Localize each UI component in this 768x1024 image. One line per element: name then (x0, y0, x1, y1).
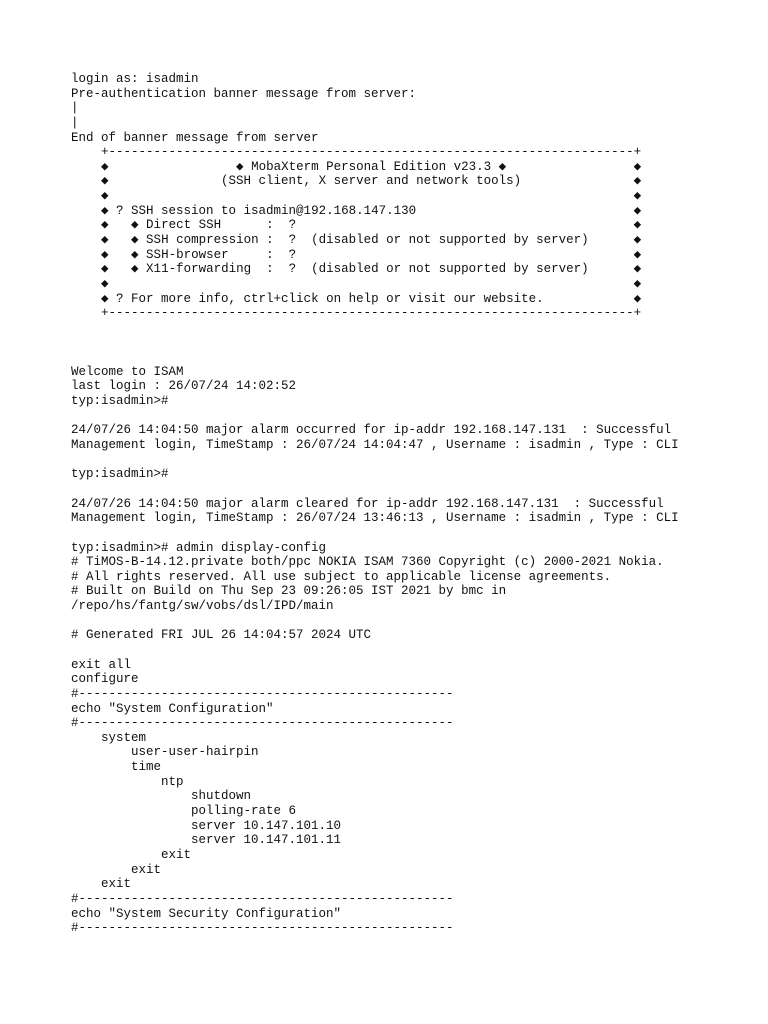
terminal-line: server 10.147.101.11 (71, 833, 342, 848)
terminal-line: exit (71, 862, 162, 877)
terminal-line: server 10.147.101.10 (71, 818, 342, 833)
terminal-line: | (71, 115, 79, 130)
terminal-line (71, 453, 761, 468)
terminal-line (71, 526, 761, 541)
terminal-line: +----------------------------------------------------------------------+ (71, 145, 642, 160)
terminal-line: #-------------------------------------------------- (71, 891, 454, 906)
terminal-line: # All rights reserved. All use subject to applicable license agreements. (71, 569, 612, 584)
terminal-line: ◆ (SSH client, X server and network tools) ◆ (71, 174, 642, 189)
terminal-line: login as: isadmin (71, 72, 199, 86)
terminal-line: /repo/hs/fantg/sw/vobs/dsl/IPD/main (71, 599, 334, 614)
terminal-line: echo "System Security Configuration" (71, 906, 342, 921)
terminal-line: echo "System Configuration" (71, 701, 274, 716)
terminal-line: time (71, 760, 162, 775)
terminal-line: 24/07/26 14:04:50 major alarm cleared for ip-addr 192.168.147.131 : Successful (71, 496, 664, 511)
terminal-line: system (71, 730, 147, 745)
terminal-line: ◆ ◆ (71, 276, 642, 291)
terminal-line (71, 350, 761, 365)
terminal-line (71, 409, 761, 424)
terminal-line: Pre-authentication banner message from server: (71, 86, 417, 101)
terminal-line: Management login, TimeStamp : 26/07/24 13:46:13 , Username : isadmin , Type : CLI (71, 511, 679, 526)
terminal-line: 24/07/26 14:04:50 major alarm occurred for ip-addr 192.168.147.131 : Successful (71, 423, 672, 438)
terminal-line: exit all (71, 657, 132, 672)
terminal-line: exit (71, 847, 192, 862)
terminal-line: configure (71, 672, 139, 687)
terminal-line: ◆ ◆ MobaXterm Personal Edition v23.3 ◆ ◆ (71, 159, 642, 174)
terminal-line: last login : 26/07/24 14:02:52 (71, 379, 297, 394)
terminal-line: | (71, 101, 79, 116)
terminal-line: # Generated FRI JUL 26 14:04:57 2024 UTC (71, 628, 372, 643)
terminal-line: polling-rate 6 (71, 804, 297, 819)
terminal-line: ◆ ◆ X11-forwarding : ? (disabled or not supported by server) ◆ (71, 262, 642, 277)
terminal-line (71, 321, 761, 336)
terminal-line: # Built on Build on Thu Sep 23 09:26:05 IST 2021 by bmc in (71, 584, 507, 599)
terminal-line: Welcome to ISAM (71, 364, 184, 379)
terminal-line: shutdown (71, 789, 252, 804)
terminal-line: exit (71, 877, 132, 892)
terminal-line: typ:isadmin># (71, 467, 169, 482)
terminal-line: typ:isadmin># (71, 394, 169, 409)
terminal-line: +----------------------------------------------------------------------+ (71, 306, 642, 321)
terminal-line (71, 482, 761, 497)
terminal-line: Management login, TimeStamp : 26/07/24 14:04:47 , Username : isadmin , Type : CLI (71, 438, 679, 453)
terminal-line: End of banner message from server (71, 130, 319, 145)
terminal-line: #-------------------------------------------------- (71, 716, 454, 731)
terminal-line (71, 614, 761, 629)
terminal-line: user-user-hairpin (71, 745, 259, 760)
terminal-line: #-------------------------------------------------- (71, 921, 454, 936)
terminal-line: ntp (71, 774, 184, 789)
terminal-line: # TiMOS-B-14.12.private both/ppc NOKIA ISAM 7360 Copyright (c) 2000-2021 Nokia. (71, 555, 664, 570)
terminal-line: ◆ ◆ SSH compression : ? (disabled or not supported by server) ◆ (71, 233, 642, 248)
terminal-line: typ:isadmin># admin display-config (71, 540, 327, 555)
terminal-line: ◆ ◆ (71, 189, 642, 204)
terminal-line: ◆ ◆ SSH-browser : ? ◆ (71, 247, 642, 262)
terminal-line (71, 336, 761, 351)
terminal-output (71, 72, 761, 936)
terminal-line (71, 643, 761, 658)
terminal-line: ◆ ? For more info, ctrl+click on help or visit our website. ◆ (71, 291, 642, 306)
terminal-line: #-------------------------------------------------- (71, 686, 454, 701)
terminal-line: ◆ ◆ Direct SSH : ? ◆ (71, 218, 642, 233)
terminal-line: ◆ ? SSH session to isadmin@192.168.147.130 ◆ (71, 203, 642, 218)
